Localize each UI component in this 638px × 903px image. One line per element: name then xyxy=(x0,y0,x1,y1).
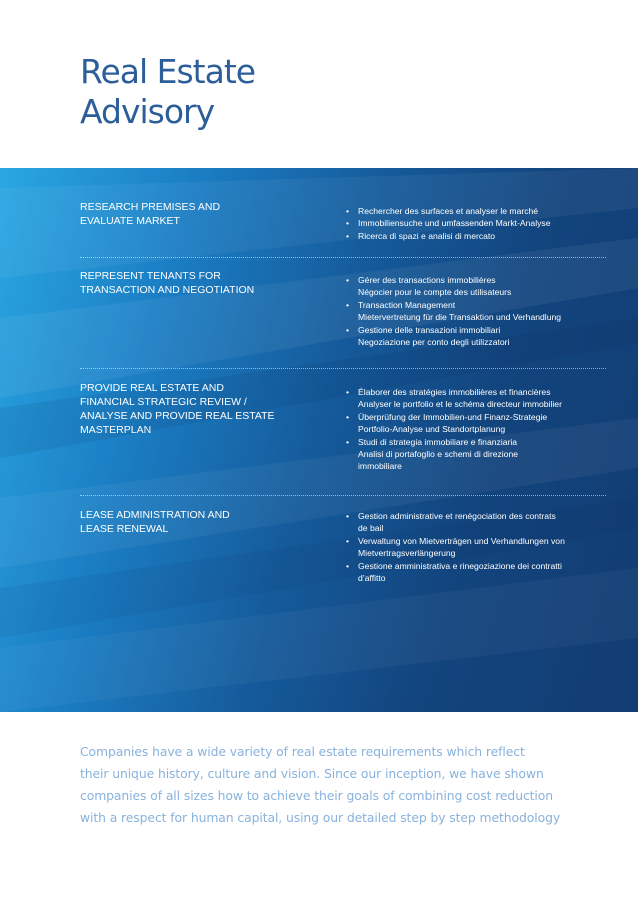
service-bullet: • Verwaltung von Mietverträgen und Verhandlungen von Mietvertragsverlängerung xyxy=(346,535,565,559)
page-title-line: Advisory xyxy=(80,92,215,131)
summary-line: their unique history, culture and vision. Since our inception, we have shown xyxy=(80,766,544,781)
section-divider xyxy=(80,495,606,496)
page-title-line: Real Estate xyxy=(80,52,256,91)
service-heading xyxy=(80,200,300,228)
service-bullet-list xyxy=(345,386,611,473)
service-bullet: • Gestione delle transazioni immobiliari Negoziazione per conto degli utilizzatori xyxy=(346,324,510,348)
service-bullet-list xyxy=(345,205,611,242)
service-heading-line: MASTERPLAN xyxy=(80,424,152,436)
service-heading-line: LEASE RENEWAL xyxy=(80,523,169,535)
service-bullet: • Studi di strategia immobiliare e finanziaria Analisi di portafoglio e schemi di direzione immobiliare xyxy=(346,436,519,472)
page-title xyxy=(80,52,255,132)
service-bullet: • Immobiliensuche und umfassenden Markt-Analyse xyxy=(346,218,551,229)
service-heading-line: FINANCIAL STRATEGIC REVIEW / xyxy=(80,396,247,408)
service-bullet-list xyxy=(345,274,611,348)
summary-line: Companies have a wide variety of real estate requirements which reflect xyxy=(80,744,525,759)
service-heading-line: ANALYSE AND PROVIDE REAL ESTATE xyxy=(80,410,275,422)
service-heading xyxy=(80,269,300,297)
service-heading-line: LEASE ADMINISTRATION AND xyxy=(80,509,230,521)
service-heading-line: REPRESENT TENANTS FOR xyxy=(80,270,221,282)
service-heading xyxy=(80,381,300,437)
service-heading-line: PROVIDE REAL ESTATE AND xyxy=(80,382,224,394)
service-bullet: • Gérer des transactions immobilières Négocier pour le compte des utilisateurs xyxy=(346,275,512,298)
service-bullet: • Ricerca di spazi e analisi di mercato xyxy=(346,230,496,241)
service-bullet-list xyxy=(345,510,611,584)
service-bullet: • Rechercher des surfaces et analyser le marché xyxy=(346,206,539,216)
section-divider xyxy=(80,257,606,258)
summary-line: with a respect for human capital, using our detailed step by step methodology xyxy=(80,810,561,825)
summary-paragraph xyxy=(80,741,600,829)
services-panel xyxy=(0,168,638,712)
service-heading-line: TRANSACTION AND NEGOTIATION xyxy=(80,284,255,296)
service-heading-line: EVALUATE MARKET xyxy=(80,215,180,227)
service-bullet: • Transaction Management Mietervertretung für die Transaktion und Verhandlung xyxy=(346,299,562,323)
service-bullet: • Élaborer des stratégies immobilières et financières Analyser le portfolio et le schéma directeur immobilier xyxy=(346,387,562,410)
summary-line: companies of all sizes how to achieve their goals of combining cost reduction xyxy=(80,788,554,803)
service-bullet: • Gestione amministrativa e rinegoziazione dei contratti d’affitto xyxy=(346,560,562,584)
service-bullet: • Gestion administrative et renégociation des contrats de bail xyxy=(346,511,556,534)
service-bullet: • Überprüfung der Immobilien-und Finanz-Strategie Portfolio-Analyse und Standortplanung xyxy=(346,411,548,435)
service-heading xyxy=(80,508,300,536)
section-divider xyxy=(80,368,606,369)
service-heading-line: RESEARCH PREMISES AND xyxy=(80,201,221,213)
